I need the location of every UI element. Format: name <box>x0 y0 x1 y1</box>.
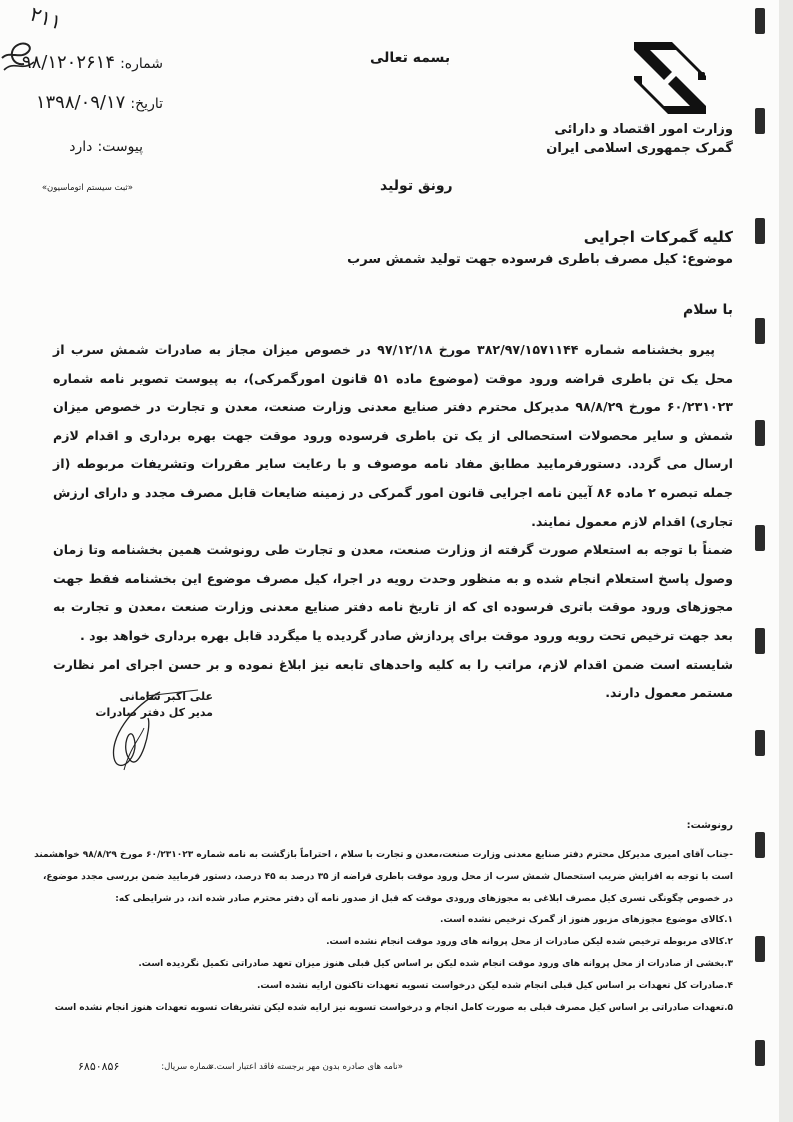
cc-item: ۲.کالای مربوطه ترخیص شده لیکن صادرات از محل پروانه های ورود موقت انجام نشده است. <box>326 937 733 948</box>
paragraph: پیرو بخشنامه شماره ۳۸۲/۹۷/۱۵۷۱۱۴۴ مورخ ۹۷/۱۲/۱۸ در خصوص میزان مجاز به صادرات شمش سرب از محل یک تن باطری قراضه ورود موقت (موضوع ماده ۵۱ قانون امورگمرکی)، به پیوست تصویر نامه شماره ۶۰/۲۳۱۰۲۳ مورخ ۹۸/۸/۲۹ مدیرکل محترم دفتر صنایع معدنی وزارت صنعت، معدن و تجارت در خصوص میزان شمش و سایر محصولات استحصالی از یک تن باطری فرسوده ورود موقت جهت بهره برداری و اقدام لازم ارسال می گردد. دستورفرمایید مطابق مفاد نامه موصوف و با رعایت سایر مقررات وتشریفات مربوطه (از جمله تبصره ۲ ماده ۸۶ آیین نامه اجرایی قانون امور گمرکی در زمینه ضایعات قابل مصرف مجدد و دارای ارزش تجاری) اقدام لازم معمول نمایند. <box>53 342 733 529</box>
cc-item: ۱.کالای موضوع مجوزهای مزبور هنوز از گمرک ترخیص نشده است. <box>440 915 733 926</box>
letter-attachment: پیوست: دارد <box>69 139 143 155</box>
corner-note: ۲۱۱ <box>27 1 66 35</box>
signer-title: مدیر کل دفتر صادرات <box>95 706 213 719</box>
subject: موضوع: کیل مصرف باطری فرسوده جهت تولید شمش سرب <box>347 252 733 267</box>
recipient: کلیه گمرکات اجرایی <box>583 228 733 246</box>
basmala: بسمه تعالی <box>370 50 451 66</box>
binder-tabs <box>755 0 771 1122</box>
signature-icon <box>100 688 210 778</box>
cc-block <box>33 845 733 1019</box>
ministry-name: وزارت امور اقتصاد و دارائی <box>554 122 733 137</box>
cc-heading: رونوشت: <box>686 820 733 831</box>
greeting: با سلام <box>682 302 733 318</box>
system-note: «ثبت سیستم اتوماسیون» <box>41 183 133 193</box>
paragraph: ضمناً با توجه به استعلام صورت گرفته از وزارت صنعت، معدن و تجارت طی رونوشت همین بخشنامه وتا زمان وصول پاسخ استعلام انجام شده و به منظور وحدت رویه در اجرا، کیل مصرف موضوع این بخشنامه فقط جهت مجوزهای ورود موقت باتری فرسوده ای که از تاریخ نامه دفتر صنایع معدنی وزارت صنعت ،معدن و تجارت به بعد جهت ترخیص تحت رویه ورود موقت برای پردازش صادر گردیده یا میگردد قابل بهره برداری خواهد بود . <box>53 542 733 643</box>
ministry-block <box>533 120 733 158</box>
cc-intro: -جناب آقای امیری مدیرکل محترم دفتر صنایع معدنی وزارت صنعت،معدن و تجارت با سلام ، احتراماً بازگشت به نامه شماره ۶۰/۲۳۱۰۲۳ مورخ ۹۸/۸/۲۹ خواهشمند است با توجه به افزایش ضریب استحصال شمش سرب از محل ورود موقت باطری قراضه از ۳۵ درصد به ۴۵ درصد، دستور فرمایید ضمن بررسی مجدد موضوع، در خصوص چگونگی تسری کیل مصرف ابلاغی به مجوزهای ورودی موقت که قبل از صدور نامه آن دفتر محترم صادر شده اند، در شرایطی که: <box>34 850 733 904</box>
cc-item: ۳.بخشی از صادرات از محل پروانه های ورود موقت انجام شده لیکن بر اساس کیل قبلی هنوز میزان تعهد صادراتی تکمیل نگردیده است. <box>138 958 733 969</box>
paragraph: شایسته است ضمن اقدام لازم، مراتب را به کلیه واحدهای تابعه نیز ابلاغ نموده و بر حسن اجرای امر نظارت مستمر معمول دارند. <box>53 656 733 701</box>
customs-logo-icon <box>632 40 708 116</box>
letter-date: تاریخ: ۱۳۹۸/۰۹/۱۷ <box>35 92 163 113</box>
serial-number: ۶۸۵۰۸۵۶ <box>78 1060 120 1073</box>
scan-edge <box>779 0 793 1122</box>
letter-body <box>53 336 733 708</box>
serial-label: شماره سریال: <box>161 1062 213 1072</box>
letter-number: شماره: ۹۸/۱۲۰۲۶۱۴ <box>21 52 163 73</box>
production-slogan: رونق تولید <box>380 178 453 194</box>
customs-name: گمرک جمهوری اسلامی ایران <box>546 141 733 156</box>
cc-item: ۴.صادرات کل تعهدات بر اساس کیل قبلی انجام شده لیکن درخواست تسویه تعهدات تاکنون ارایه نشده است. <box>257 980 733 991</box>
signer-name: علی اکبر شامانی <box>119 690 213 703</box>
cc-item: ۵.تعهدات صادراتی بر اساس کیل مصرف قبلی به صورت کامل انجام و درخواست تسویه نیز ارایه شده لیکن تشریفات تسویه تعهدات هنوز انجام نشده است <box>54 1002 733 1013</box>
validity-note: «نامه های صادره بدون مهر برجسته فاقد اعتبار است.» <box>208 1062 403 1072</box>
